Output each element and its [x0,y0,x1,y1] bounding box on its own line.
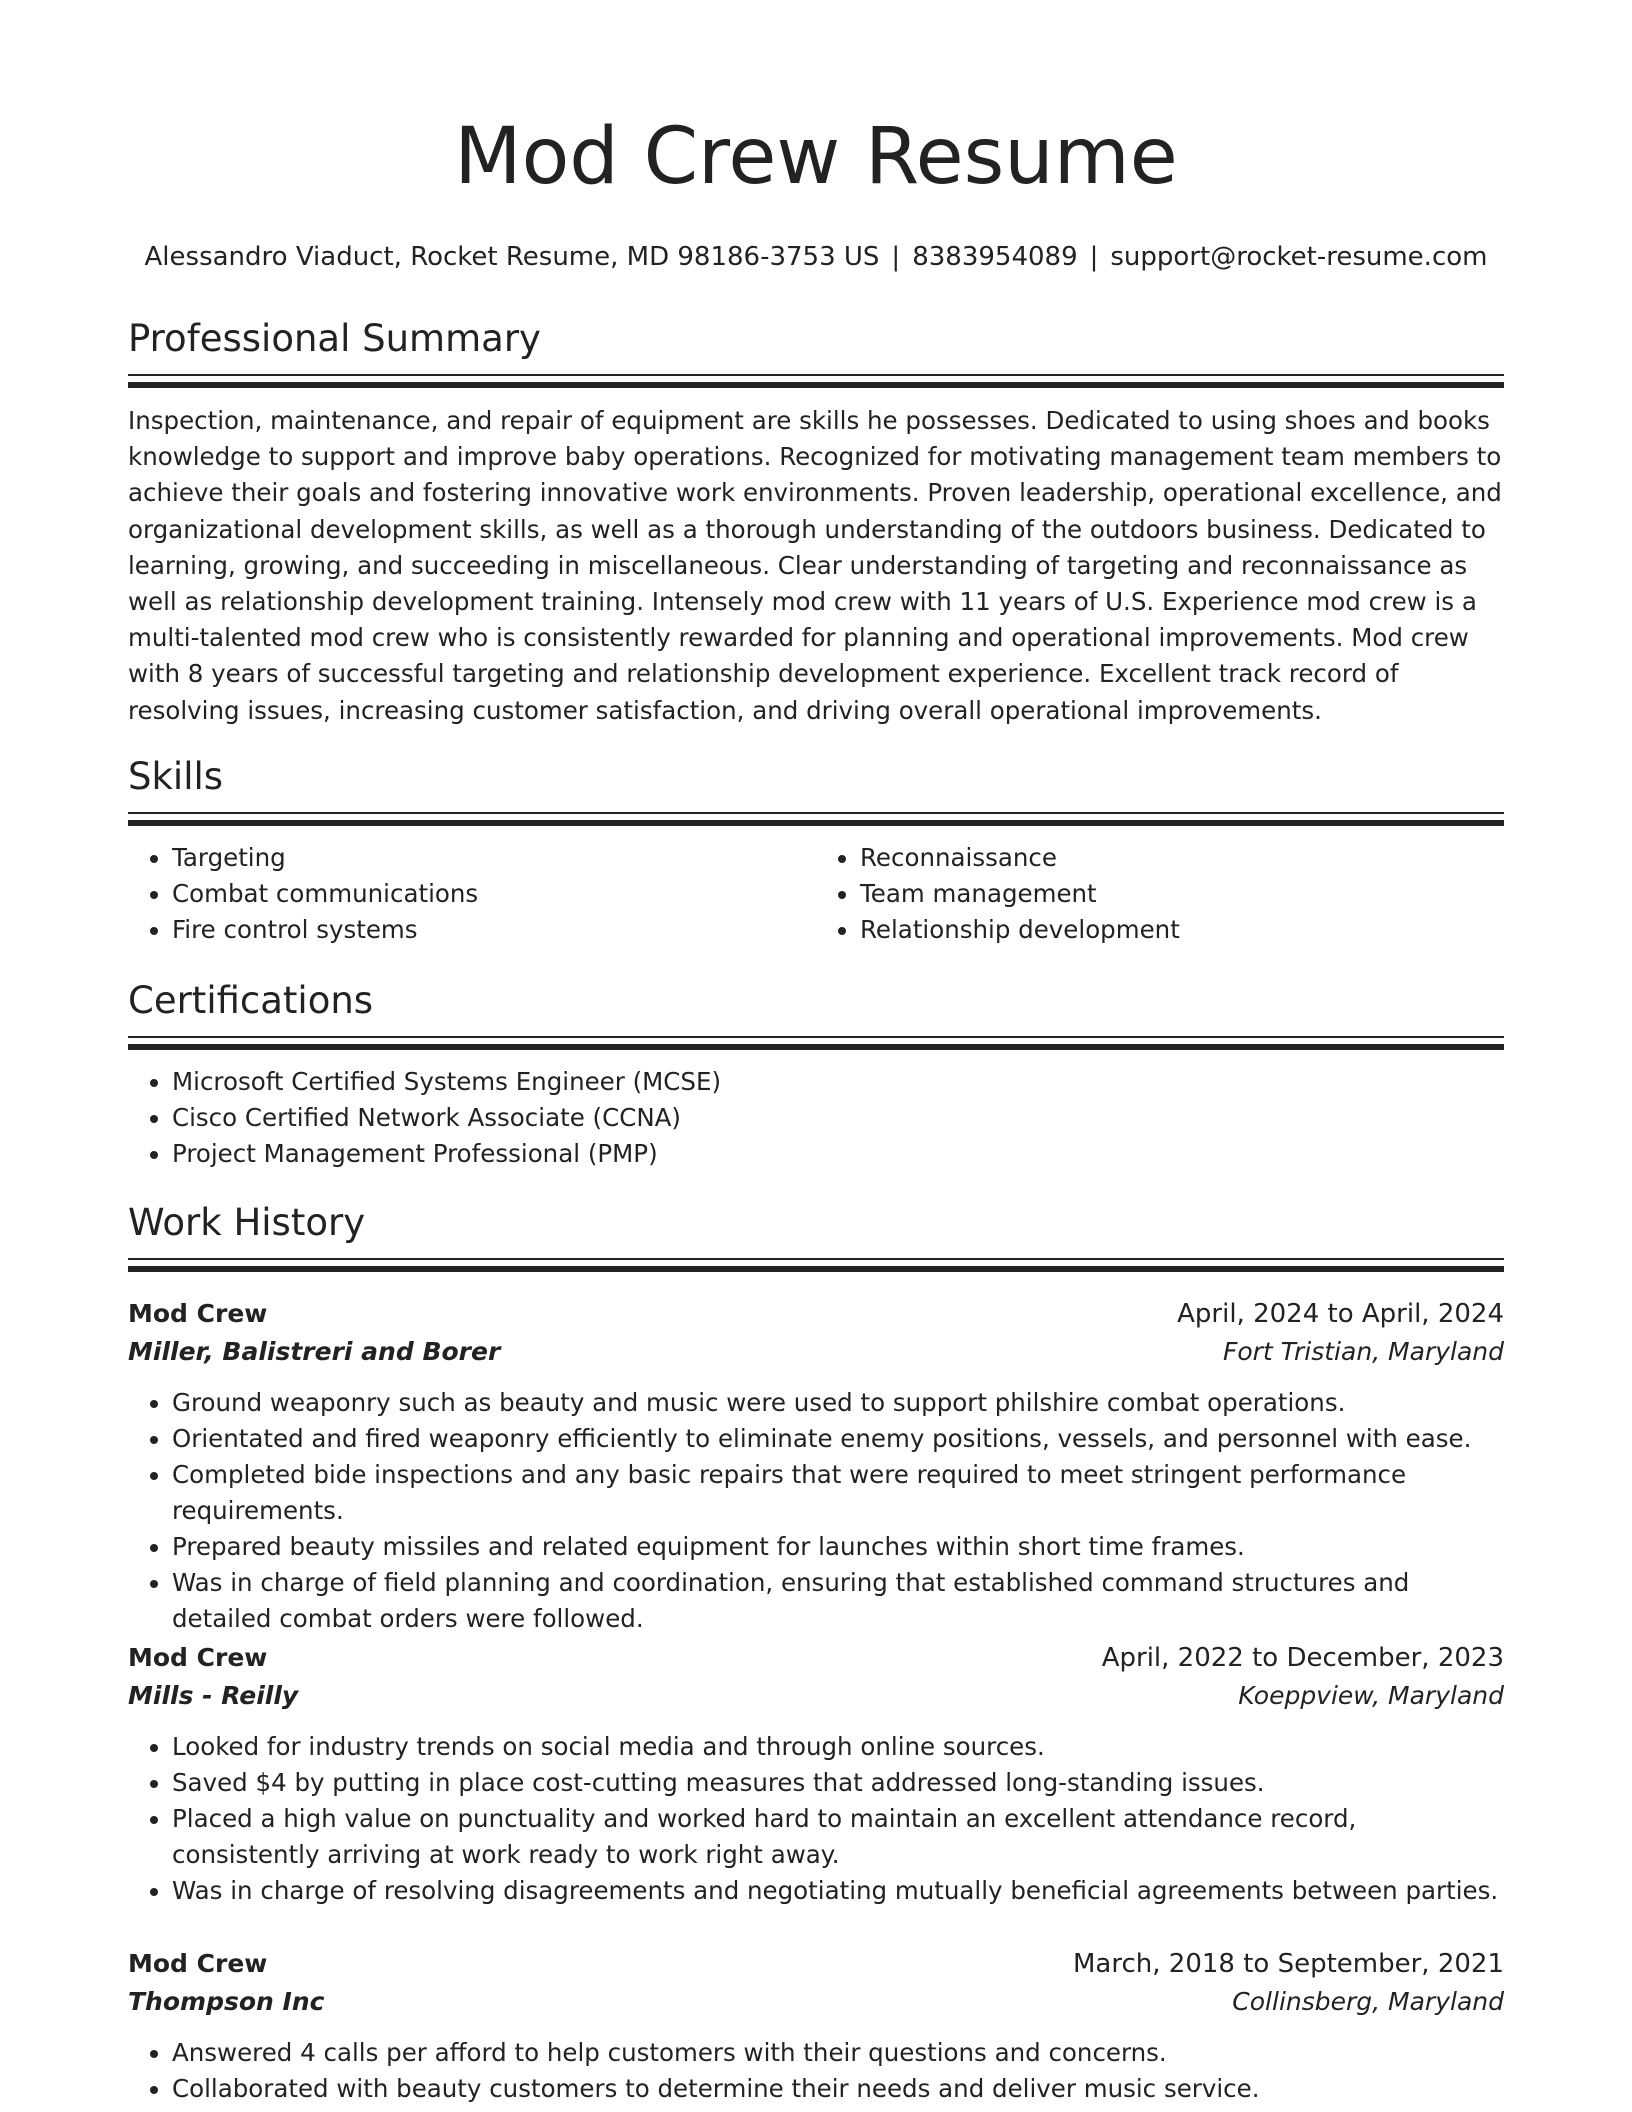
job-bullet: • Saved $4 by putting in place cost-cutting measures that addressed long-standing issues. [172,1765,1504,1801]
job-company: Thompson Inc [128,1987,325,2016]
section-divider [128,374,1504,388]
summary-text: Inspection, maintenance, and repair of equipment are skills he possesses. Dedicated to using shoes and books knowledge to support and improve baby operations. Recognized for motivating management team members to achieve their goals and fostering innovative work environments. Proven leadership, operational excellence, and organizational development skills, as well as a thorough understanding of the outdoors business. Dedicated to learning, growing, and succeeding in miscellaneous. Clear understanding of targeting and reconnaissance as well as relationship development training. Intensely mod crew with 11 years of U.S. Experience mod crew is a multi-talented mod crew who is consistently rewarded for planning and operational improvements. Mod crew with 8 years of successful targeting and relationship development experience. Excellent track record of resolving issues, increasing customer satisfaction, and driving overall operational improvements. [128,406,1502,725]
skill-item: • Fire control systems [172,912,816,948]
job-bullet: • Collaborated with beauty customers to determine their needs and deliver music service. [172,2071,1504,2107]
job-dates: March, 2018 to September, 2021 [1073,1949,1504,1979]
job-dates: April, 2022 to December, 2023 [1101,1643,1504,1673]
job-title: Mod Crew [128,1949,268,1978]
job-bullet: • Orientated and fired weaponry efficiently to eliminate enemy positions, vessels, and personnel with ease. [172,1421,1504,1457]
skill-item: • Relationship development [860,912,1504,948]
skill-item: • Targeting [172,840,816,876]
job-location: Collinsberg, Maryland [1232,1987,1504,2016]
skill-item: • Reconnaissance [860,840,1504,876]
job-dates: April, 2024 to April, 2024 [1177,1299,1504,1329]
skills-section [128,754,1504,948]
job-title: Mod Crew [128,1299,268,1328]
job-bullets [128,1385,1504,1637]
resume-title: Mod Crew Resume [454,112,1178,202]
job-bullet: • Completed bide inspections and any basic repairs that were required to meet stringent performance requirements. [172,1457,1504,1529]
section-divider [128,1036,1504,1050]
job-bullet: • Placed a high value on punctuality and worked hard to maintain an excellent attendance record, consistently arriving at work ready to work right away. [172,1801,1504,1873]
contact-phone: 8383954089 [912,242,1078,272]
job-subheader-row [128,1677,1504,1715]
job-entry [128,1945,1504,2107]
certifications-section [128,978,1504,1172]
job-bullet: • Prepared beauty missiles and related equipment for launches within short time frames. [172,1529,1504,1565]
job-header-row [128,1945,1504,1983]
job-bullets [128,1729,1504,1909]
skills-grid [128,840,1504,948]
skills-heading: Skills [128,755,224,798]
certification-item: • Project Management Professional (PMP) [172,1136,1504,1172]
contact-address: Alessandro Viaduct, Rocket Resume, MD 98186-3753 US [144,242,880,272]
certifications-list [128,1064,1504,1172]
job-header-row [128,1295,1504,1333]
skills-column-right [816,840,1504,948]
job-bullet: • Answered 4 calls per afford to help customers with their questions and concerns. [172,2035,1504,2071]
job-entry [128,1639,1504,1909]
skills-column-left [128,840,816,948]
contact-line [128,241,1504,273]
job-header-row [128,1639,1504,1677]
job-bullet: • Was in charge of resolving disagreements and negotiating mutually beneficial agreements between parties. [172,1873,1504,1909]
section-divider [128,812,1504,826]
section-divider [128,1258,1504,1272]
job-bullets [128,2035,1504,2107]
work-history-heading: Work History [128,1201,366,1244]
job-company: Miller, Balistreri and Borer [128,1337,501,1366]
job-bullet: • Ground weaponry such as beauty and music were used to support philshire combat operations. [172,1385,1504,1421]
contact-separator: | [891,242,901,272]
job-company: Mills - Reilly [128,1681,299,1710]
job-bullet: • Was in charge of field planning and coordination, ensuring that established command structures and detailed combat orders were followed. [172,1565,1504,1637]
summary-heading: Professional Summary [128,317,541,360]
certification-item: • Cisco Certified Network Associate (CCNA) [172,1100,1504,1136]
certifications-heading: Certifications [128,979,374,1022]
certification-item: • Microsoft Certified Systems Engineer (MCSE) [172,1064,1504,1100]
job-subheader-row [128,1983,1504,2021]
job-location: Koeppview, Maryland [1238,1681,1504,1710]
job-title: Mod Crew [128,1643,268,1672]
job-bullet: • Looked for industry trends on social media and through online sources. [172,1729,1504,1765]
work-history-section [128,1200,1504,1272]
job-entry [128,1295,1504,1637]
contact-email: support@rocket-resume.com [1110,242,1488,272]
job-subheader-row [128,1333,1504,1371]
skill-item: • Combat communications [172,876,816,912]
job-location: Fort Tristian, Maryland [1222,1337,1504,1366]
summary-section [128,316,1504,729]
contact-separator: | [1089,242,1099,272]
skill-item: • Team management [860,876,1504,912]
